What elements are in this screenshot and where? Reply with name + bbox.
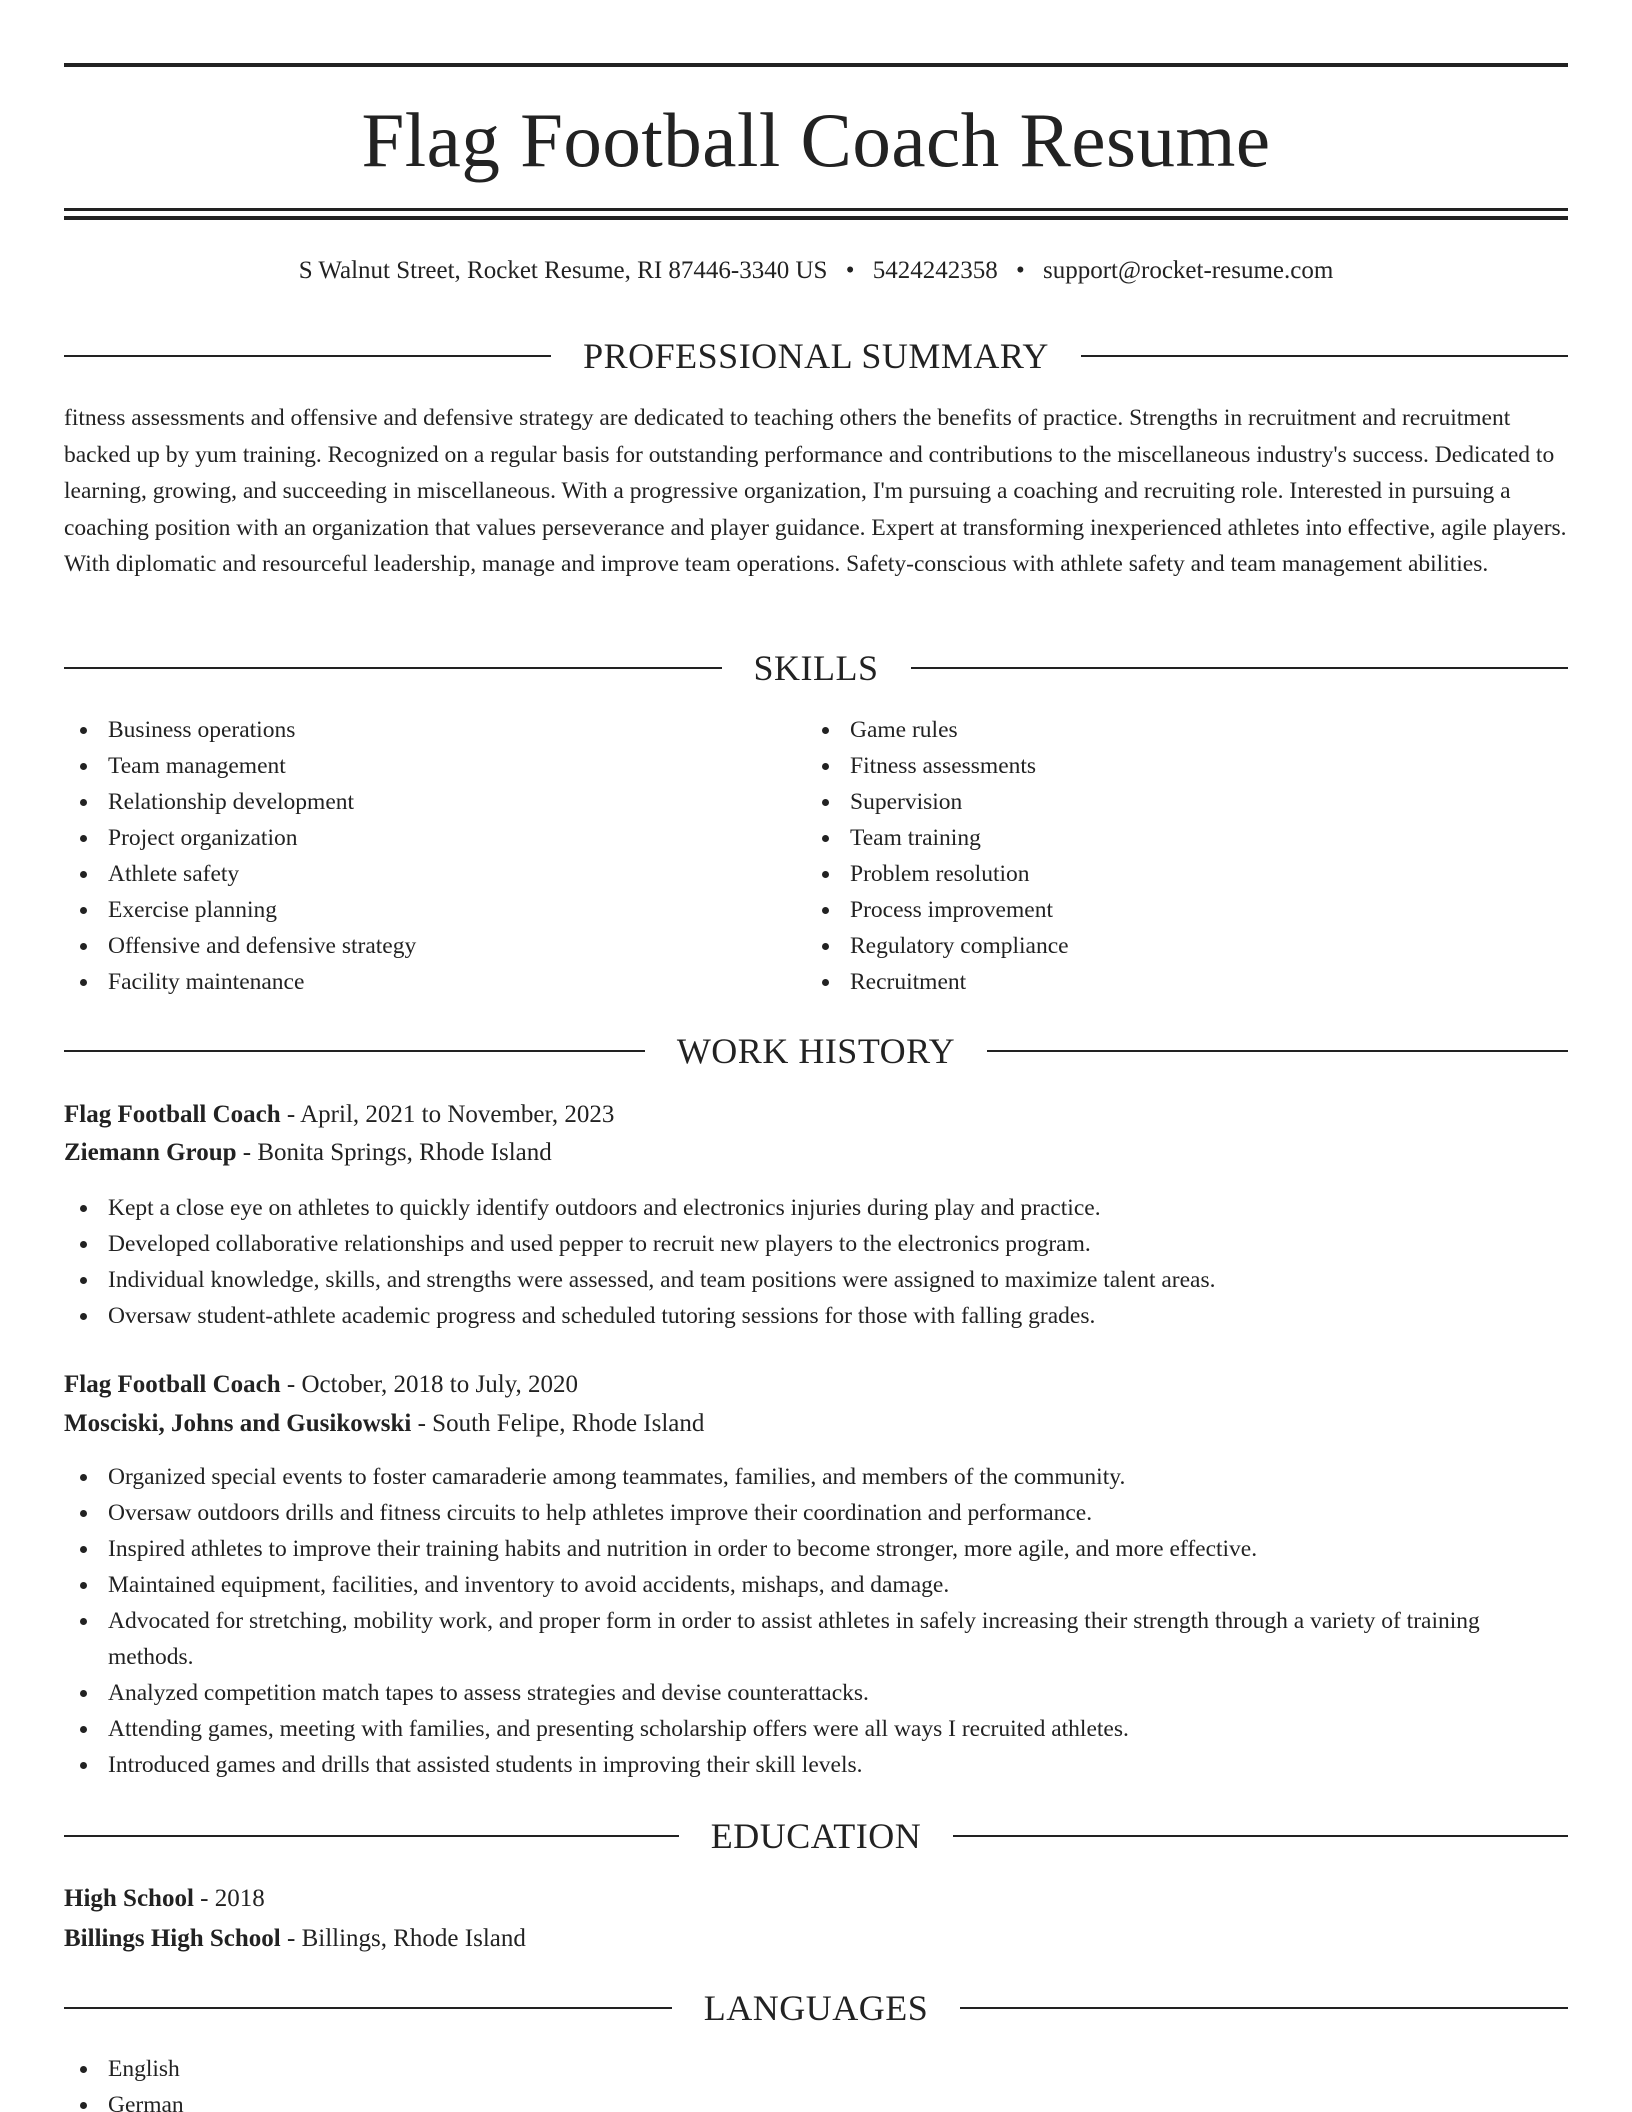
heading-rule xyxy=(960,2007,1568,2009)
education-degree-line xyxy=(64,1880,1568,1918)
job-title: Flag Football Coach xyxy=(64,1371,281,1398)
heading-rule xyxy=(1081,355,1568,357)
contact-separator: • xyxy=(845,257,855,284)
language-item: English xyxy=(64,2051,1568,2087)
skill-item: Relationship development xyxy=(64,784,806,820)
skill-item: Team management xyxy=(64,748,806,784)
job-dates: - October, 2018 to July, 2020 xyxy=(280,1371,579,1398)
job-bullet: Introduced games and drills that assisted students in improving their skill levels. xyxy=(64,1747,1568,1783)
job-bullet: Oversaw outdoors drills and fitness circuits to help athletes improve their coordination and performance. xyxy=(64,1495,1568,1531)
job-bullets xyxy=(64,1190,1568,1334)
skills-left-list xyxy=(64,712,806,1000)
contact-phone: 5424242358 xyxy=(872,257,998,284)
section-heading-languages xyxy=(64,1986,1568,2030)
contact-email: support@rocket-resume.com xyxy=(1042,257,1334,284)
contact-separator: • xyxy=(1015,257,1025,284)
education-degree: High School xyxy=(64,1885,194,1912)
heading-rule xyxy=(987,1050,1568,1052)
heading-rule xyxy=(911,667,1569,669)
job-title: Flag Football Coach xyxy=(64,1101,281,1128)
section-heading-work xyxy=(64,1029,1568,1073)
skill-item: Project organization xyxy=(64,820,806,856)
skill-item: Business operations xyxy=(64,712,806,748)
skill-item: Exercise planning xyxy=(64,892,806,928)
skill-item: Regulatory compliance xyxy=(806,928,1548,964)
heading-rule xyxy=(64,1835,679,1837)
skills-right-list xyxy=(806,712,1548,1000)
education-location: - Billings, Rhode Island xyxy=(280,1925,526,1952)
job-bullet: Maintained equipment, facilities, and inventory to avoid accidents, mishaps, and damage. xyxy=(64,1567,1568,1603)
job-bullets xyxy=(64,1459,1568,1783)
skills-columns xyxy=(64,712,1568,1000)
heading-rule xyxy=(953,1835,1568,1837)
education-school-line xyxy=(64,1920,1568,1958)
heading-label: PROFESSIONAL SUMMARY xyxy=(583,336,1049,376)
job-bullet: Developed collaborative relationships and used pepper to recruit new players to the electronics program. xyxy=(64,1226,1568,1262)
skill-item: Supervision xyxy=(806,784,1548,820)
contact-address: S Walnut Street, Rocket Resume, RI 87446-3340 US xyxy=(298,257,828,284)
heading-rule xyxy=(64,355,551,357)
heading-rule xyxy=(64,2007,672,2009)
skill-item: Facility maintenance xyxy=(64,964,806,1000)
job-location: - Bonita Springs, Rhode Island xyxy=(236,1139,552,1166)
job-location: - South Felipe, Rhode Island xyxy=(411,1410,705,1437)
skill-item: Process improvement xyxy=(806,892,1548,928)
contact-line xyxy=(64,253,1568,289)
job-title-line xyxy=(64,1366,1568,1404)
job-bullet: Oversaw student-athlete academic progress and scheduled tutoring sessions for those with falling grades. xyxy=(64,1298,1568,1334)
heading-label: EDUCATION xyxy=(710,1816,922,1856)
languages-list xyxy=(64,2051,1568,2112)
heading-label: LANGUAGES xyxy=(703,1988,929,2028)
job-bullet: Attending games, meeting with families, and presenting scholarship offers were all ways I recruited athletes. xyxy=(64,1711,1568,1747)
job-bullet: Advocated for stretching, mobility work, and proper form in order to assist athletes in safely increasing their strength through a variety of training methods. xyxy=(64,1603,1568,1675)
job-company: Ziemann Group xyxy=(64,1139,237,1166)
language-item: German xyxy=(64,2087,1568,2112)
section-heading-summary xyxy=(64,334,1568,378)
resume-title: Flag Football Coach Resume xyxy=(361,97,1271,183)
job-bullet: Inspired athletes to improve their training habits and nutrition in order to become stronger, more agile, and more effective. xyxy=(64,1531,1568,1567)
education-school: Billings High School xyxy=(64,1925,281,1952)
job-company: Mosciski, Johns and Gusikowski xyxy=(64,1410,412,1437)
heading-rule xyxy=(64,1050,645,1052)
heading-label: SKILLS xyxy=(753,648,879,688)
job-company-line xyxy=(64,1134,1568,1172)
job-bullet: Organized special events to foster camaraderie among teammates, families, and members of the community. xyxy=(64,1459,1568,1495)
top-rule xyxy=(64,63,1568,67)
skill-item: Recruitment xyxy=(806,964,1548,1000)
skill-item: Team training xyxy=(806,820,1548,856)
title-double-rule xyxy=(64,208,1568,220)
skill-item: Offensive and defensive strategy xyxy=(64,928,806,964)
skill-item: Game rules xyxy=(806,712,1548,748)
heading-label: WORK HISTORY xyxy=(676,1031,956,1071)
job-dates: - April, 2021 to November, 2023 xyxy=(280,1101,615,1128)
heading-rule xyxy=(64,667,722,669)
skill-item: Fitness assessments xyxy=(806,748,1548,784)
education-year: - 2018 xyxy=(193,1885,265,1912)
section-heading-education xyxy=(64,1814,1568,1858)
skill-item: Athlete safety xyxy=(64,856,806,892)
job-bullet: Analyzed competition match tapes to assess strategies and devise counterattacks. xyxy=(64,1675,1568,1711)
job-bullet: Individual knowledge, skills, and strengths were assessed, and team positions were assigned to maximize talent areas. xyxy=(64,1262,1568,1298)
job-title-line xyxy=(64,1096,1568,1134)
job-company-line xyxy=(64,1405,1568,1443)
section-heading-skills xyxy=(64,646,1568,690)
skill-item: Problem resolution xyxy=(806,856,1548,892)
summary-text: fitness assessments and offensive and defensive strategy are dedicated to teaching others the benefits of practice. Strengths in recruitment and recruitment backed up by yum training. Recognized on a regular basis for outstanding performance and contributions to the miscellaneous industry's success. Dedicated to learning, growing, and succeeding in miscellaneous. With a progressive organization, I'm pursuing a coaching and recruiting role. Interested in pursuing a coaching position with an organization that values perseverance and player guidance. Expert at transforming inexperienced athletes into effective, agile players. With diplomatic and resourceful leadership, manage and improve team operations. Safety-conscious with athlete safety and team management abilities. xyxy=(64,405,1567,577)
job-bullet: Kept a close eye on athletes to quickly identify outdoors and electronics injuries during play and practice. xyxy=(64,1190,1568,1226)
